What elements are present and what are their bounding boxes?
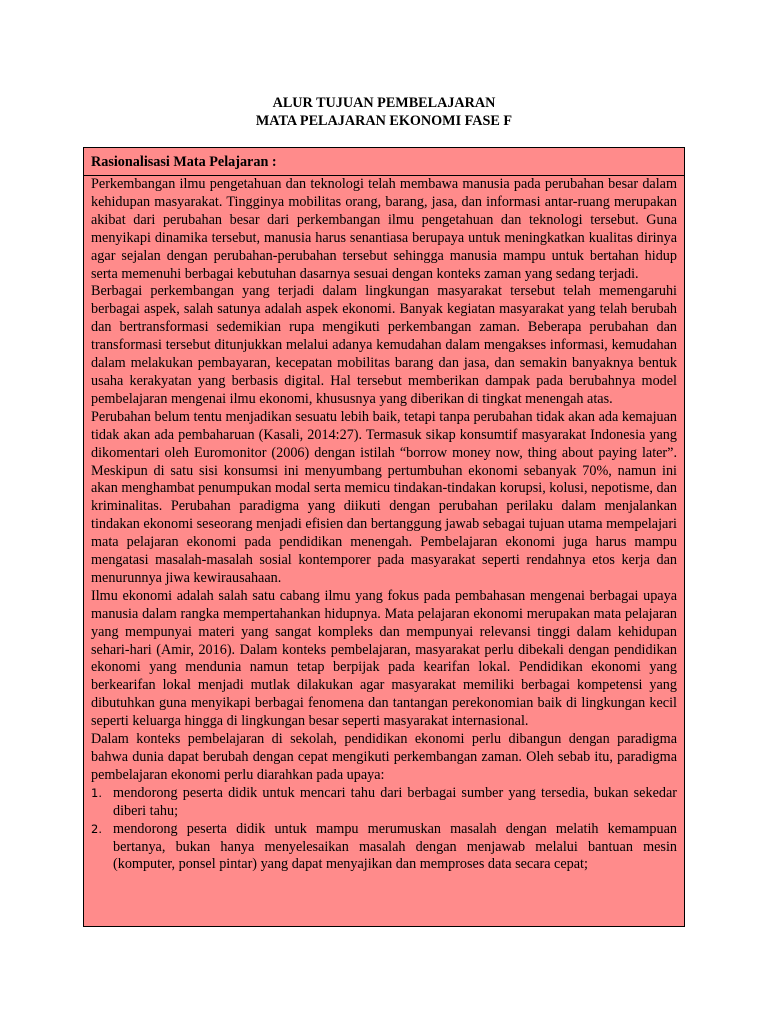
paragraph-1: Perkembangan ilmu pengetahuan dan teknologi telah membawa manusia pada perubahan besar dalam kehidupan masyarakat. Tingginya mobilitas orang, barang, jasa, dan informasi antar-ruang merupakan akibat dari perubahan besar dari perkembangan ilmu pengetahuan dan teknologi tersebut. Guna menyikapi dinamika tersebut, manusia harus senantiasa berupaya untuk meningkatkan kualitas dirinya agar sejalan dengan perubahan-perubahan tersebut sehingga manusia mampu untuk bertahan hidup serta memenuhi berbagai kebutuhan dasarnya sesuai dengan konteks zaman yang sedang terjadi. [91,176,677,282]
paragraph-4: Ilmu ekonomi adalah salah satu cabang ilmu yang fokus pada pembahasan mengenai berbagai upaya manusia dalam rangka mempertahankan hidupnya. Mata pelajaran ekonomi merupakan mata pelajaran yang mempunyai materi yang sangat kompleks dan mempunyai relevansi tinggi dalam kehidupan sehari-hari (Amir, 2016). Dalam konteks pembelajaran, masyarakat perlu dibekali dengan pendidikan ekonomi yang mendunia namun tetap berpijak pada kearifan lokal. Pendidikan ekonomi yang berkearifan lokal menjadi mutlak dilakukan agar masyarakat memiliki berbagai kompetensi yang dibutuhkan guna menyikapi berbagai fenomena dan tantangan perekonomian baik di lingkungan kecil seperti keluarga hingga di lingkungan besar seperti masyarakat internasional. [91,587,677,730]
list-item-text: mendorong peserta didik untuk mampu merumuskan masalah dengan melatih kemampuan bertanya, bukan hanya menyelesaikan masalah dengan menjawab melalui bantuan mesin (komputer, ponsel pintar) yang dapat menyajikan dan memproses data secara cepat; [113,820,677,873]
table-header: Rasionalisasi Mata Pelajaran : [84,148,684,176]
numbered-list [91,785,677,875]
title-line-1: ALUR TUJUAN PEMBELAJARAN [272,95,496,111]
paragraph-2: Berbagai perkembangan yang terjadi dalam lingkungan masyarakat tersebut telah memengaruhi berbagai aspek, salah satunya adalah aspek ekonomi. Banyak kegiatan masyarakat yang telah berubah dan bertransformasi sedemikian rupa mengikuti perkembangan zaman. Beberapa perubahan dan transformasi tersebut ditunjukkan melalui adanya kemudahan dalam mengakses informasi, kemudahan dalam melakukan pembayaran, kecepatan mobilitas barang dan jasa, dan semakin banyaknya bentuk usaha kerakyatan yang berbasis digital. Hal tersebut memberikan dampak pada berubahnya model pembelajaran mengenai ilmu ekonomi, khususnya yang diberikan di tingkat menengah atas. [91,283,677,407]
paragraph-3: Perubahan belum tentu menjadikan sesuatu lebih baik, tetapi tanpa perubahan tidak akan ada kemajuan tidak akan ada pembaharuan (Kasali, 2014:27). Termasuk sikap konsumtif masyarakat Indonesia yang dikomentari oleh Euromonitor (2006) dengan istilah “borrow money now, thing about paying later”. Meskipun di satu sisi konsumsi ini menyumbang pertumbuhan ekonomi sebanyak 70%, namun ini akan menghambat penumpukan modal serta memicu tindakan-tindakan korupsi, kolusi, nepotisme, dan kriminalitas. Perubahan paradigma yang diikuti dengan perubahan perilaku dalam menjalankan tindakan ekonomi seseorang menjadi efisien dan bertanggung jawab sebagai tujuan utama mempelajari mata pelajaran ekonomi pada pendidikan menengah. Pembelajaran ekonomi juga harus mampu mengatasi masalah-masalah sosial kontemporer pada masyarakat seperti rendahnya etos kerja dan menurunnya jiwa kewirausahaan. [91,408,677,586]
paragraph-5: Dalam konteks pembelajaran di sekolah, pendidikan ekonomi perlu dibangun dengan paradigma bahwa dunia dapat berubah dengan cepat mengikuti perkembangan zaman. Oleh sebab itu, paradigma pembelajaran ekonomi perlu diarahkan pada upaya: [91,731,677,783]
list-item-text: mendorong peserta didik untuk mencari tahu dari berbagai sumber yang tersedia, bukan sekedar diberi tahu; [113,784,677,819]
list-item [91,821,677,875]
list-item-number: 2. [91,821,102,836]
list-item-number: 1. [91,785,102,800]
table-body [84,176,684,874]
page-title [0,94,768,130]
list-item [91,785,677,821]
rationale-table [83,147,685,927]
title-line-2: MATA PELAJARAN EKONOMI FASE F [255,113,513,129]
